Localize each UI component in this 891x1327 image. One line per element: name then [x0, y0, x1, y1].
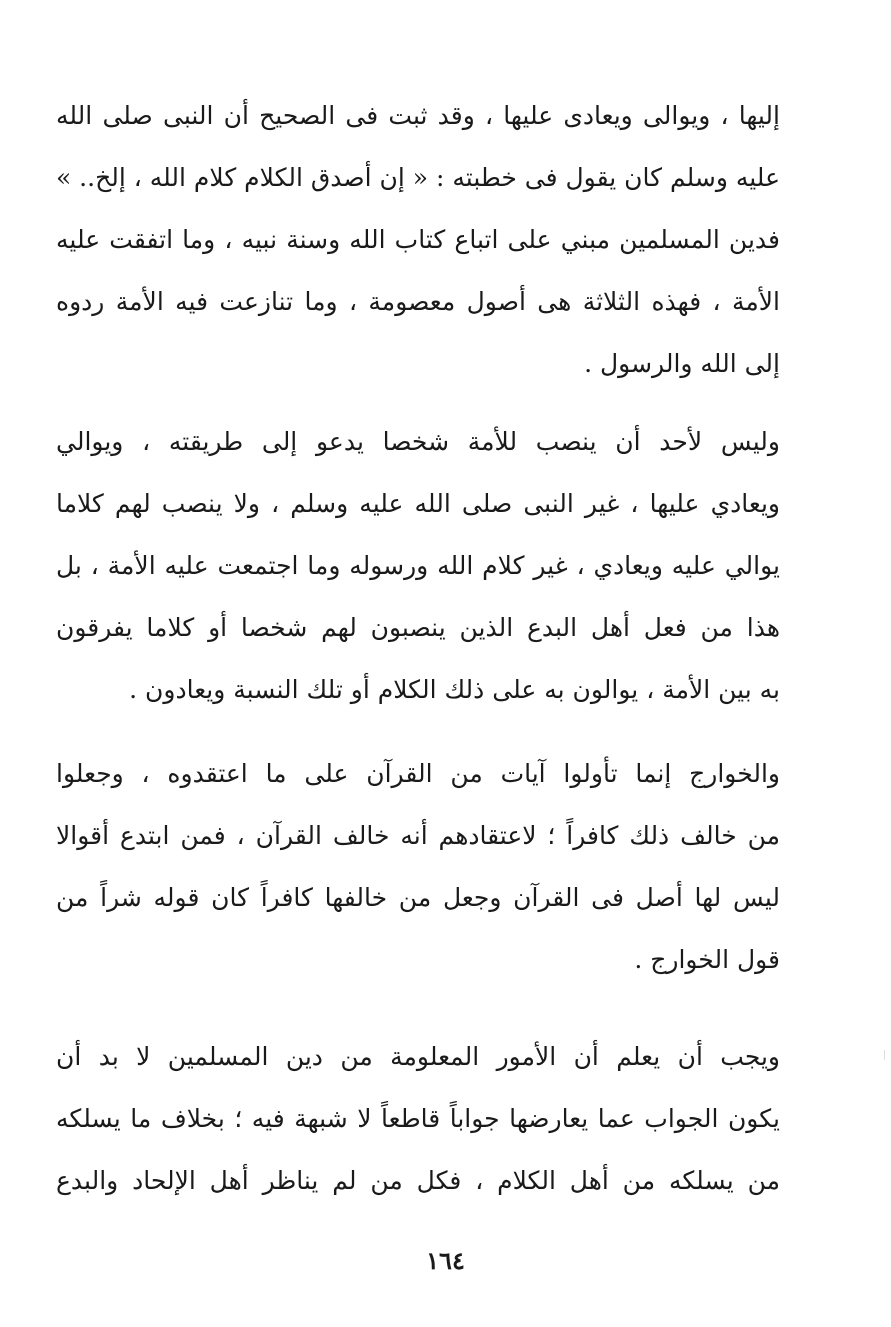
text-line: قول الخوارج . — [634, 945, 780, 974]
text-line: إلى الله والرسول . — [584, 349, 780, 378]
text-line: هذا من فعل أهل البدع الذين ينصبون لهم شخصا أو كلاما يفرقون — [56, 613, 780, 642]
paragraph-1 — [56, 85, 780, 395]
text-line: ليس لها أصل فى القرآن وجعل من خالفها كافراً كان قوله شراً من — [56, 883, 780, 912]
text-line: به بين الأمة ، يوالون به على ذلك الكلام أو تلك النسبة ويعادون . — [129, 675, 780, 704]
text-line: ويعادي عليها ، غير النبى صلى الله عليه وسلم ، ولا ينصب لهم كلاما — [56, 489, 780, 518]
text-line: من يسلكه من أهل الكلام ، فكل من لم يناظر أهل الإلحاد والبدع — [56, 1166, 780, 1195]
text-line: يكون الجواب عما يعارضها جواباً قاطعاً لا شبهة فيه ؛ بخلاف ما يسلكه — [56, 1104, 780, 1133]
text-line: ويجب أن يعلم أن الأمور المعلومة من دين المسلمين لا بد أن — [56, 1042, 780, 1071]
text-line: من خالف ذلك كافراً ؛ لاعتقادهم أنه خالف القرآن ، فمن ابتدع أقوالا — [56, 821, 780, 850]
text-line: والخوارج إنما تأولوا آيات من القرآن على ما اعتقدوه ، وجعلوا — [56, 759, 780, 788]
text-line: يوالي عليه ويعادي ، غير كلام الله ورسوله وما اجتمعت عليه الأمة ، بل — [56, 551, 780, 580]
text-line: الأمة ، فهذه الثلاثة هى أصول معصومة ، وما تنازعت فيه الأمة ردوه — [56, 287, 780, 316]
text-line: عليه وسلم كان يقول فى خطبته : « إن أصدق الكلام كلام الله ، إلخ.. » — [56, 163, 780, 192]
paragraph-3 — [56, 743, 780, 991]
text-line: وليس لأحد أن ينصب للأمة شخصا يدعو إلى طريقته ، ويوالي — [56, 427, 780, 456]
page-number: ١٦٤ — [426, 1246, 465, 1275]
text-line: فدين المسلمين مبني على اتباع كتاب الله وسنة نبيه ، وما اتفقت عليه — [56, 225, 780, 254]
text-line: إليها ، ويوالى ويعادى عليها ، وقد ثبت فى الصحيح أن النبى صلى الله — [56, 101, 780, 130]
paragraph-4 — [56, 1026, 780, 1212]
scan-edge-mark — [884, 1050, 885, 1060]
paragraph-2 — [56, 411, 780, 721]
